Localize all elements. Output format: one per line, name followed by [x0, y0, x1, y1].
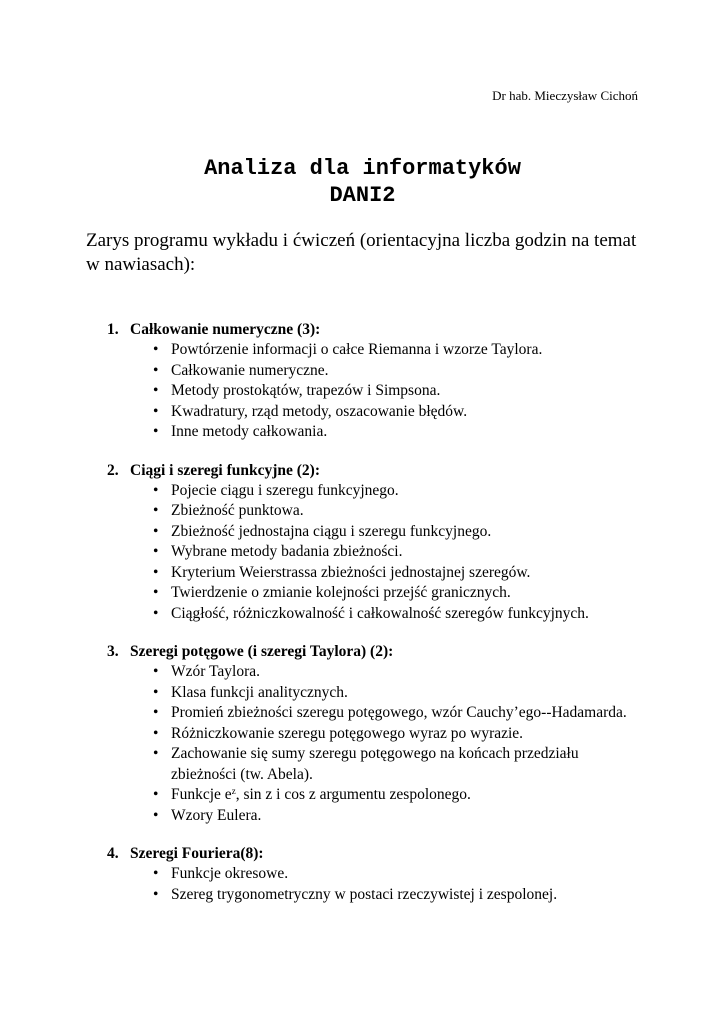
- list-item-text: Zbieżność jednostajna ciągu i szeregu funkcyjnego.: [171, 522, 492, 540]
- superscript: z: [231, 786, 236, 796]
- bullet-icon: •: [153, 502, 159, 519]
- list-item-text: Promień zbieżności szeregu potęgowego, wzór Cauchy’ego--Hadamarda.: [171, 704, 627, 721]
- section: [107, 641, 687, 826]
- list-item-text: Ciągłość, różniczkowalność i całkowalność szeregów funkcyjnych.: [171, 604, 589, 622]
- list-item: [107, 340, 687, 361]
- list-item: [107, 583, 687, 604]
- list-item: [107, 402, 687, 423]
- list-item: [107, 703, 687, 724]
- list-item: [107, 724, 687, 745]
- list-item-text: Wzór Taylora.: [171, 663, 261, 680]
- section: [107, 843, 687, 905]
- bullet-list: [107, 481, 687, 625]
- section: [107, 460, 687, 625]
- list-item: [107, 481, 687, 502]
- list-item: [107, 683, 687, 704]
- list-item: [107, 361, 687, 382]
- bullet-icon: •: [153, 663, 159, 680]
- bullet-list: [107, 864, 687, 905]
- list-item-text: Wzory Eulera.: [171, 806, 262, 824]
- section-title: Szeregi Fouriera(8):: [130, 845, 264, 862]
- list-item-text: Zachowanie się sumy szeregu potęgowego na końcach przedziału zbieżności (tw. Abela).: [171, 745, 579, 783]
- bullet-icon: •: [153, 361, 159, 379]
- bullet-icon: •: [153, 341, 159, 358]
- section-number: 4.: [107, 845, 119, 862]
- bullet-icon: •: [153, 704, 159, 721]
- list-item-text: Szereg trygonometryczny w postaci rzeczywistej i zespolonej.: [171, 885, 558, 903]
- list-item-text: Inne metody całkowania.: [171, 423, 328, 440]
- title-line-1: Analiza dla informatyków: [204, 156, 521, 181]
- list-item-text: Kwadratury, rząd metody, oszacowanie błędów.: [171, 402, 468, 420]
- syllabus-sections: [107, 319, 687, 922]
- bullet-icon: •: [153, 885, 159, 903]
- list-item: [107, 806, 687, 827]
- bullet-icon: •: [153, 481, 159, 499]
- list-item: [107, 501, 687, 522]
- list-item-text: Powtórzenie informacji o całce Riemanna i wzorze Taylora.: [171, 341, 543, 358]
- section-title: Szeregi potęgowe (i szeregi Taylora) (2):: [130, 643, 394, 660]
- section-number: 3.: [107, 643, 119, 660]
- section-heading: [107, 641, 687, 662]
- intro-paragraph: Zarys programu wykładu i ćwiczeń (orientacyjna liczba godzin na temat w nawiasach):: [86, 230, 637, 275]
- bullet-icon: •: [153, 786, 159, 803]
- section-number: 2.: [107, 461, 119, 479]
- list-item: [107, 542, 687, 563]
- section-title: Całkowanie numeryczne (3):: [130, 321, 321, 338]
- bullet-icon: •: [153, 724, 159, 742]
- bullet-icon: •: [153, 683, 159, 701]
- list-item: [107, 422, 687, 443]
- list-item-text: Metody prostokątów, trapezów i Simpsona.: [171, 382, 441, 399]
- list-item: [107, 744, 687, 785]
- list-item: [107, 563, 687, 584]
- list-item: [107, 864, 687, 885]
- list-item-text: Funkcje okresowe.: [171, 865, 289, 882]
- bullet-icon: •: [153, 522, 159, 540]
- author-name: Dr hab. Mieczysław Cichoń: [492, 88, 638, 103]
- list-item-text: Zbieżność punktowa.: [171, 502, 304, 519]
- bullet-icon: •: [153, 382, 159, 399]
- section-heading: [107, 460, 687, 481]
- section-title: Ciągi i szeregi funkcyjne (2):: [130, 461, 320, 479]
- list-item-text: Pojecie ciągu i szeregu funkcyjnego.: [171, 481, 399, 499]
- list-item-text: Kryterium Weierstrassa zbieżności jednostajnej szeregów.: [171, 563, 531, 581]
- section-heading: [107, 319, 687, 340]
- bullet-list: [107, 340, 687, 443]
- title-line-2: DANI2: [329, 183, 396, 208]
- list-item: [107, 662, 687, 683]
- list-item-text: Wybrane metody badania zbieżności.: [171, 543, 403, 560]
- list-item: [107, 785, 687, 806]
- section-number: 1.: [107, 321, 119, 338]
- bullet-icon: •: [153, 604, 159, 622]
- section-heading: [107, 843, 687, 864]
- list-item: [107, 381, 687, 402]
- list-item-text: Funkcje $e^z$, sin z i cos z argumentu zespolonego.: [171, 786, 471, 803]
- bullet-icon: •: [153, 423, 159, 440]
- document-title: [0, 155, 725, 209]
- list-item-text: Twierdzenie o zmianie kolejności przejść granicznych.: [171, 584, 511, 601]
- bullet-icon: •: [153, 745, 159, 762]
- bullet-icon: •: [153, 402, 159, 420]
- list-item-text: Całkowanie numeryczne.: [171, 361, 329, 379]
- bullet-list: [107, 662, 687, 826]
- bullet-icon: •: [153, 865, 159, 882]
- section: [107, 319, 687, 443]
- bullet-icon: •: [153, 543, 159, 560]
- list-item: [107, 604, 687, 625]
- bullet-icon: •: [153, 806, 159, 824]
- list-item: [107, 885, 687, 906]
- bullet-icon: •: [153, 563, 159, 581]
- list-item-text: Klasa funkcji analitycznych.: [171, 683, 348, 701]
- list-item-text: Różniczkowanie szeregu potęgowego wyraz po wyrazie.: [171, 724, 524, 742]
- bullet-icon: •: [153, 584, 159, 601]
- list-item: [107, 522, 687, 543]
